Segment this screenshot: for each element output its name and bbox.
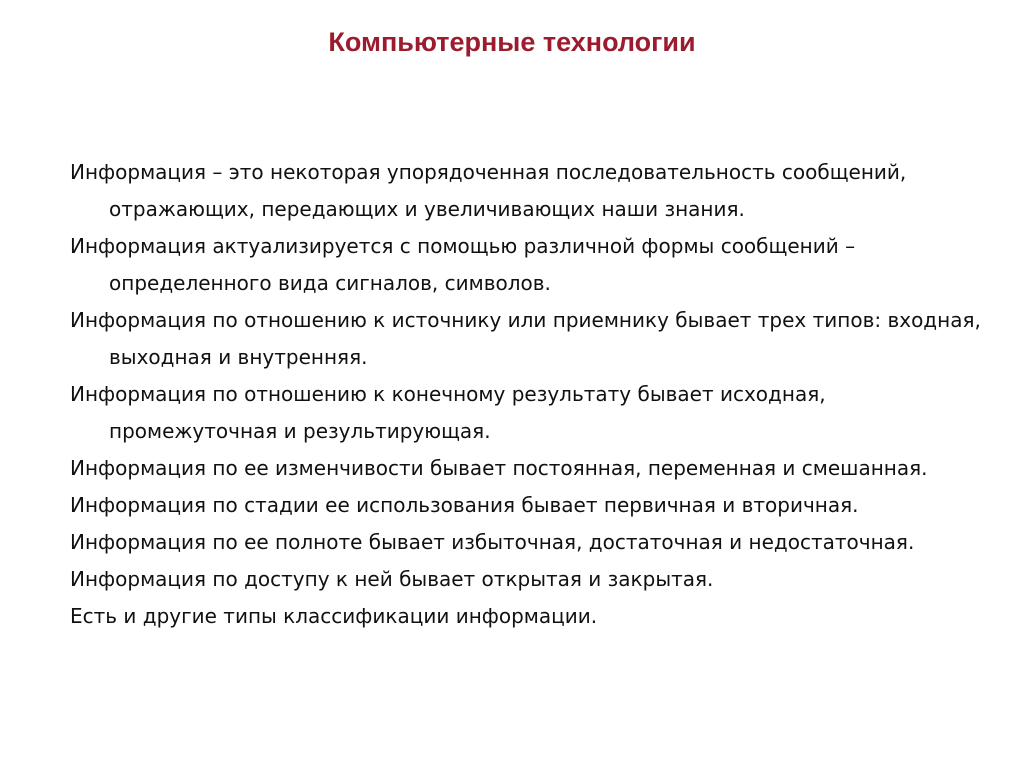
paragraph-2: Информация актуализируется с помощью различной формы сообщений – определенного вида сигналов, символов. [70,234,856,295]
paragraph-7: Информация по ее полноте бывает избыточная, достаточная и недостаточная. [70,530,915,554]
paragraph-1: Информация – это некоторая упорядоченная последовательность сообщений, отражающих, передающих и увеличивающих наши знания. [70,160,907,221]
paragraph-8: Информация по доступу к ней бывает открытая и закрытая. [70,567,714,591]
paragraph-5: Информация по ее изменчивости бывает постоянная, переменная и смешанная. [70,456,928,480]
paragraph-4: Информация по отношению к конечному результату бывает исходная, промежуточная и результирующая. [70,382,826,443]
paragraph-9: Есть и другие типы классификации информации. [70,604,598,628]
paragraph-6: Информация по стадии ее использования бывает первичная и вторичная. [70,493,859,517]
slide-title: Компьютерные технологии [328,27,696,57]
paragraph-3: Информация по отношению к источнику или приемнику бывает трех типов: входная, выходная и внутренняя. [70,308,981,369]
content-list [70,154,1000,635]
